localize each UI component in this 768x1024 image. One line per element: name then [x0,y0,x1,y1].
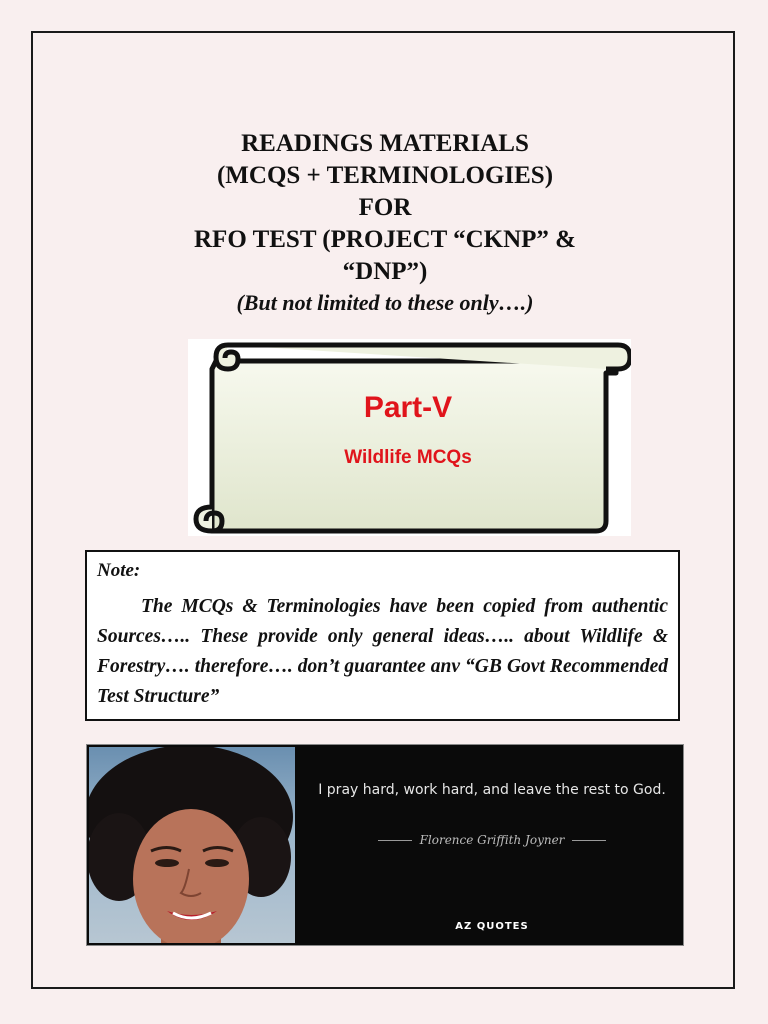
note-label: Note: [97,560,141,581]
quote-image [86,744,684,946]
part-title: Part-V [363,391,453,424]
part-topic: Wildlife MCQs [344,447,472,468]
note-body: The MCQs & Terminologies have been copied from authentic Sources….. These provide only general ideas….. about Wildlife & Forestry…. therefore…. don’t guarantee anv “GB Govt Recommended Test Structure” [97,596,668,707]
portrait-photo [89,747,295,943]
title-line-4: RFO TEST (PROJECT “CKNP” & [194,226,576,253]
title-line-2: (MCQS + TERMINOLOGIES) [216,162,554,189]
title-line-3: FOR [358,194,412,221]
title-line-5: “DNP”) [342,258,428,285]
title-line-1: READINGS MATERIALS [241,130,529,157]
quote-author [307,833,677,847]
scroll-banner [188,339,631,536]
author-name: Florence Griffith Joyner [419,833,565,847]
author-dash-right [572,840,606,841]
author-dash-left [378,840,412,841]
portrait-illustration [89,747,295,943]
note-box [85,550,680,721]
azquotes-logo: AZ QUOTES [455,921,529,932]
title-subtitle: (But not limited to these only….) [236,290,534,315]
quote-text: I pray hard, work hard, and leave the rest to God. [318,782,666,798]
document-title [40,128,730,318]
scroll-graphic [188,339,631,536]
